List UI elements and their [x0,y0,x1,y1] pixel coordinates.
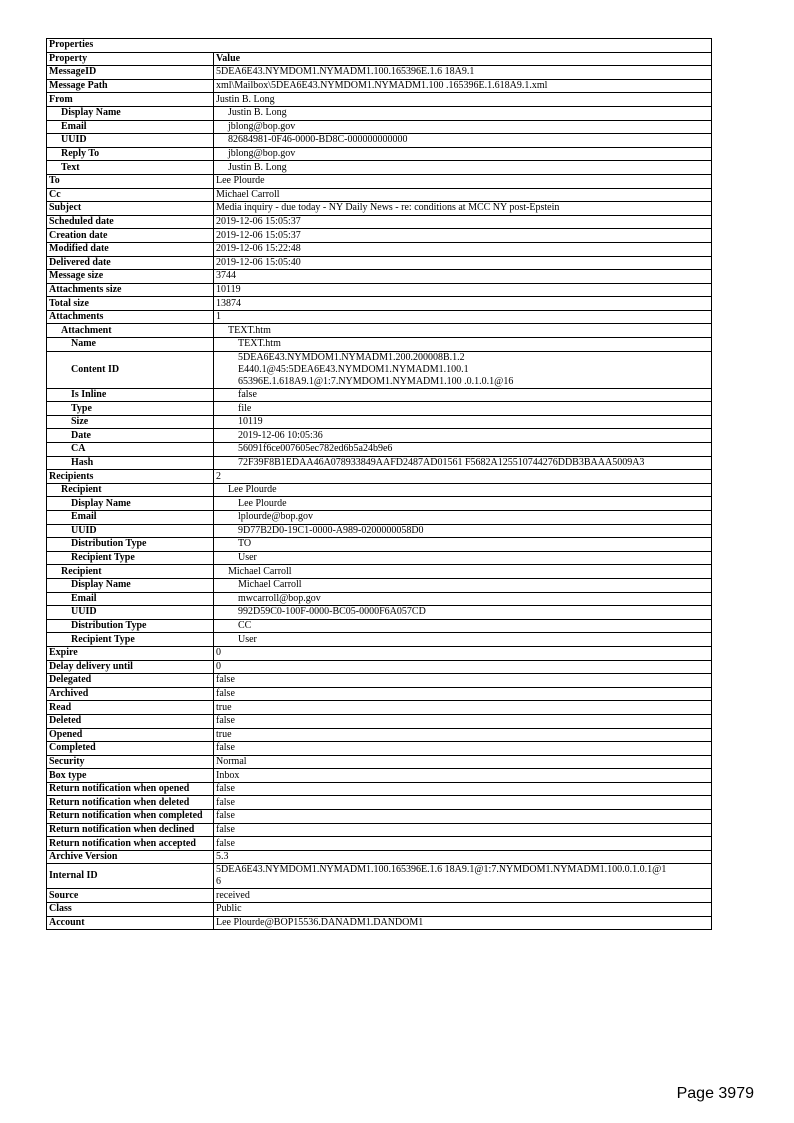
property-value: false [214,782,712,796]
property-name: Box type [47,769,214,783]
property-name: Completed [47,742,214,756]
property-name: UUID [47,606,214,620]
table-row [47,415,712,429]
table-row [47,606,712,620]
property-name: Read [47,701,214,715]
property-name: UUID [47,134,214,148]
property-value: false [214,810,712,824]
table-row [47,310,712,324]
table-row [47,497,712,511]
property-name: Delay delivery until [47,660,214,674]
table-row [47,66,712,80]
property-value: Michael Carroll [214,578,712,592]
table-row [47,903,712,917]
table-row [47,796,712,810]
property-name: Display Name [47,497,214,511]
table-row [47,916,712,930]
property-name: Date [47,429,214,443]
table-row [47,106,712,120]
table-row [47,388,712,402]
property-value: false [214,674,712,688]
table-row [47,701,712,715]
property-name: Account [47,916,214,930]
table-row [47,782,712,796]
property-name: Delivered date [47,256,214,270]
table-row [47,538,712,552]
property-value: false [214,796,712,810]
table-row [47,229,712,243]
property-value: 2019-12-06 15:05:37 [214,215,712,229]
property-value: 13874 [214,297,712,311]
property-value: Michael Carroll [214,565,712,579]
table-row [47,592,712,606]
property-value: false [214,714,712,728]
table-row [47,351,712,388]
column-header-value: Value [214,52,712,66]
table-row [47,823,712,837]
property-value: 82684981-0F46-0000-BD8C-000000000000 [214,134,712,148]
property-name: Message size [47,270,214,284]
table-row [47,174,712,188]
property-name: Recipients [47,470,214,484]
property-value: 2019-12-06 15:05:40 [214,256,712,270]
table-row [47,456,712,470]
property-value: mwcarroll@bop.gov [214,592,712,606]
property-name: Email [47,511,214,525]
property-name: Size [47,415,214,429]
table-row [47,714,712,728]
table-row [47,565,712,579]
property-value: Public [214,903,712,917]
property-value: true [214,728,712,742]
table-row [47,402,712,416]
property-name: Recipient [47,565,214,579]
property-value: 2 [214,470,712,484]
table-row [47,188,712,202]
property-name: MessageID [47,66,214,80]
table-header-row [47,52,712,66]
property-name: Distribution Type [47,619,214,633]
property-name: Display Name [47,578,214,592]
table-row [47,161,712,175]
property-value: 5.3 [214,850,712,864]
property-value: Lee Plourde@BOP15536.DANADM1.DANDOM1 [214,916,712,930]
property-name: Return notification when opened [47,782,214,796]
property-name: Return notification when accepted [47,837,214,851]
table-row [47,646,712,660]
property-value: 9D77B2D0-19C1-0000-A989-0200000058D0 [214,524,712,538]
property-name: Security [47,755,214,769]
property-name: Type [47,402,214,416]
property-value: 1 [214,310,712,324]
property-value: false [214,742,712,756]
property-name: To [47,174,214,188]
table-row [47,850,712,864]
property-value: 2019-12-06 10:05:36 [214,429,712,443]
table-row [47,93,712,107]
table-row [47,524,712,538]
property-name: Total size [47,297,214,311]
table-row [47,660,712,674]
table-row [47,483,712,497]
property-value: 0 [214,660,712,674]
property-value: 10119 [214,415,712,429]
table-row [47,429,712,443]
property-name: Reply To [47,147,214,161]
property-value: false [214,837,712,851]
table-row [47,755,712,769]
table-row [47,443,712,457]
table-row [47,79,712,93]
property-value: file [214,402,712,416]
table-row [47,551,712,565]
column-header-property: Property [47,52,214,66]
property-value: Lee Plourde [214,483,712,497]
property-value: 72F39F8B1EDAA46A078933849AAFD2487AD01561 F5682A125510744276DDB3BAAA5009A3 [214,456,712,470]
property-name: Source [47,889,214,903]
table-row [47,215,712,229]
property-value: TO [214,538,712,552]
property-value: jblong@bop.gov [214,147,712,161]
table-row [47,134,712,148]
table-title-row [47,39,712,53]
table-row [47,202,712,216]
property-value: 10119 [214,283,712,297]
table-row [47,837,712,851]
property-value: true [214,701,712,715]
property-value: lplourde@bop.gov [214,511,712,525]
property-value: Michael Carroll [214,188,712,202]
property-value: 2019-12-06 15:22:48 [214,242,712,256]
property-name: UUID [47,524,214,538]
property-name: Return notification when completed [47,810,214,824]
property-value: User [214,551,712,565]
property-value: User [214,633,712,647]
table-row [47,147,712,161]
property-name: Recipient [47,483,214,497]
property-name: Name [47,338,214,352]
property-name: Modified date [47,242,214,256]
table-row [47,864,712,889]
property-name: CA [47,443,214,457]
property-name: Message Path [47,79,214,93]
property-name: Archive Version [47,850,214,864]
property-name: Recipient Type [47,551,214,565]
table-row [47,283,712,297]
property-name: Display Name [47,106,214,120]
property-value: jblong@bop.gov [214,120,712,134]
property-name: From [47,93,214,107]
property-value: TEXT.htm [214,338,712,352]
table-row [47,511,712,525]
page-number: Page 3979 [676,1085,754,1102]
property-name: Distribution Type [47,538,214,552]
table-row [47,633,712,647]
property-value: 0 [214,646,712,660]
table-row [47,674,712,688]
table-row [47,619,712,633]
property-name: Attachments [47,310,214,324]
property-value: Normal [214,755,712,769]
property-value: false [214,823,712,837]
property-value: received [214,889,712,903]
table-row [47,769,712,783]
property-name: Text [47,161,214,175]
table-row [47,242,712,256]
property-name: Return notification when deleted [47,796,214,810]
property-name: Scheduled date [47,215,214,229]
property-value: false [214,687,712,701]
property-name: Recipient Type [47,633,214,647]
property-value: 992D59C0-100F-0000-BC05-0000F6A057CD [214,606,712,620]
table-row [47,742,712,756]
property-value: Lee Plourde [214,497,712,511]
property-name: Deleted [47,714,214,728]
table-row [47,810,712,824]
property-value: Inbox [214,769,712,783]
table-row [47,297,712,311]
property-value: 5DEA6E43.NYMDOM1.NYMADM1.200.200008B.1.2 E440.1@45:5DEA6E43.NYMDOM1.NYMADM1.100.1 65396E.1.618A9.1@1:7.NYMDOM1.NYMADM1.100 .0.1.0.1@16 [214,351,712,388]
property-name: Is Inline [47,388,214,402]
table-row [47,578,712,592]
property-value: xml\Mailbox\5DEA6E43.NYMDOM1.NYMADM1.100 .165396E.1.618A9.1.xml [214,79,712,93]
property-value: 5DEA6E43.NYMDOM1.NYMADM1.100.165396E.1.6 18A9.1 [214,66,712,80]
table-row [47,270,712,284]
properties-table [46,38,712,930]
property-name: Content ID [47,351,214,388]
property-name: Email [47,120,214,134]
property-name: Subject [47,202,214,216]
property-value: Media inquiry - due today - NY Daily News - re: conditions at MCC NY post-Epstein [214,202,712,216]
property-value: false [214,388,712,402]
table-row [47,889,712,903]
table-title: Properties [47,39,712,53]
table-row [47,324,712,338]
property-name: Attachments size [47,283,214,297]
property-name: Archived [47,687,214,701]
property-name: Expire [47,646,214,660]
property-value: Justin B. Long [214,93,712,107]
property-name: Hash [47,456,214,470]
property-name: Attachment [47,324,214,338]
property-name: Class [47,903,214,917]
property-name: Cc [47,188,214,202]
property-name: Internal ID [47,864,214,889]
property-value: CC [214,619,712,633]
table-row [47,687,712,701]
property-name: Delegated [47,674,214,688]
property-value: Justin B. Long [214,161,712,175]
property-value: Lee Plourde [214,174,712,188]
property-name: Opened [47,728,214,742]
table-row [47,256,712,270]
table-row [47,470,712,484]
table-row [47,338,712,352]
property-name: Return notification when declined [47,823,214,837]
property-value: 2019-12-06 15:05:37 [214,229,712,243]
property-name: Creation date [47,229,214,243]
property-value: 5DEA6E43.NYMDOM1.NYMADM1.100.165396E.1.6 18A9.1@1:7.NYMDOM1.NYMADM1.100.0.1.0.1@1 6 [214,864,712,889]
table-row [47,728,712,742]
property-value: 3744 [214,270,712,284]
property-value: TEXT.htm [214,324,712,338]
property-value: Justin B. Long [214,106,712,120]
table-row [47,120,712,134]
property-value: 56091f6ce007605ec782ed6b5a24b9e6 [214,443,712,457]
property-name: Email [47,592,214,606]
